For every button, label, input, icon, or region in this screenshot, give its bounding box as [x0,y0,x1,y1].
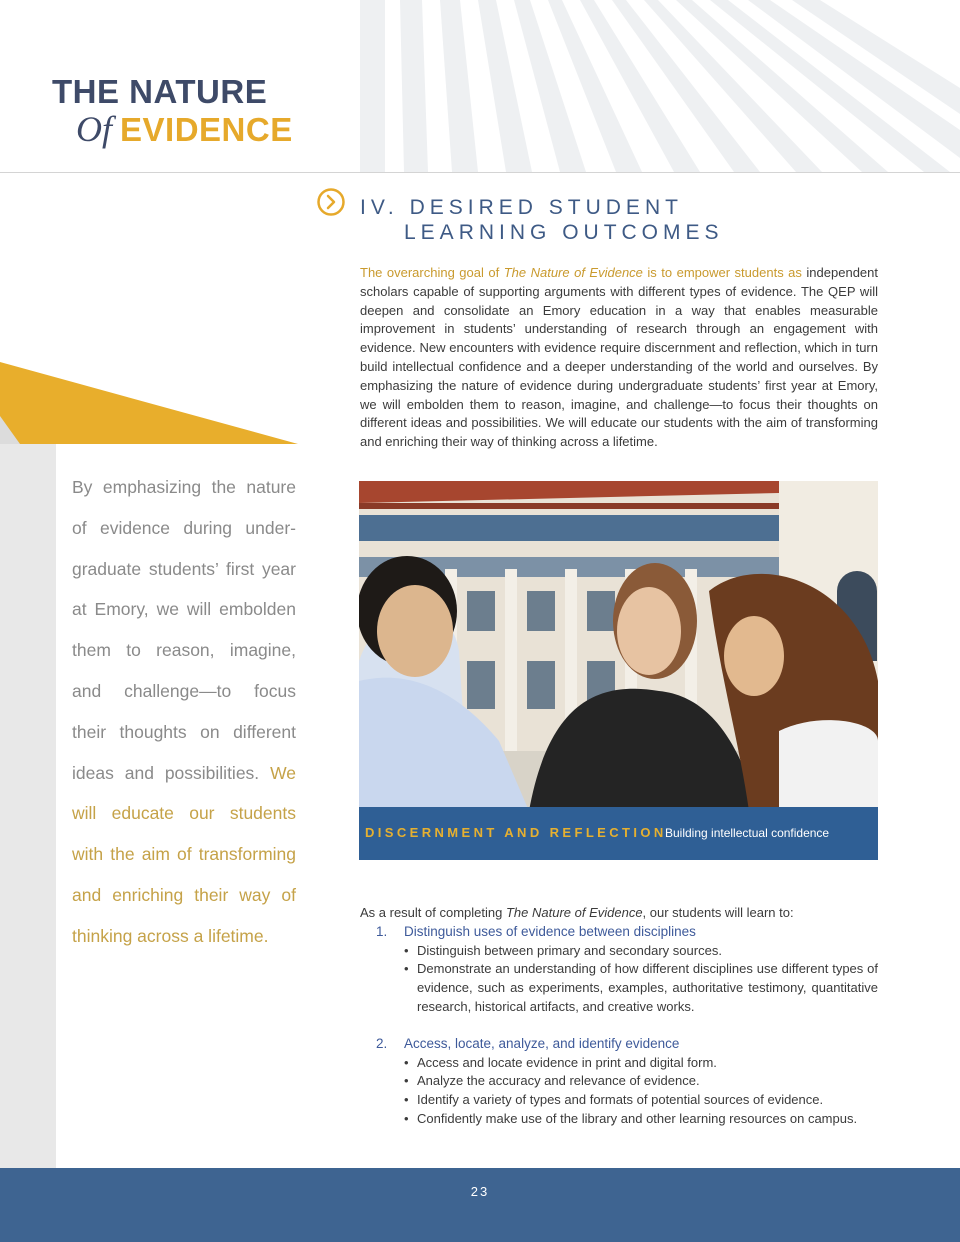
section-title [360,195,724,245]
outcome-bullets [404,942,878,1017]
sidebar-band [0,400,56,1170]
bullet-item: • Confidently make use of the library and other learning resources on campus. [404,1110,878,1129]
section-title-line-1: IV. DESIRED STUDENT [360,196,683,219]
bullet-item: • Distinguish between primary and secondary sources. [404,942,878,961]
footer-band [0,1168,960,1242]
chevron-circle-icon [316,187,346,217]
logo-line-2 [76,110,293,156]
section-title-line-2: LEARNING OUTCOMES [404,221,724,244]
pull-quote-grey: By emphasizing the nature of evidence during undergraduate students’ first year at Emory, we will embolden them to reason, imagine, and challenge—to focus their thoughts on different ideas and possibilities. [72,477,296,783]
outcome-heading-text: Distinguish uses of evidence between disciplines [404,923,696,939]
outcome-item [360,923,878,1017]
outcomes-lead-em: The Nature of Evidence [505,905,643,920]
caption-heading: DISCERNMENT AND REFLECTION [365,825,667,840]
caption-subtitle: Building intellectual confidence [665,826,830,840]
learning-outcomes [360,904,878,1129]
bullet-item: • Analyze the accuracy and relevance of evidence. [404,1072,878,1091]
bullet-item: • Identify a variety of types and formats of potential sources of evidence. [404,1091,878,1110]
outcome-heading [376,923,878,942]
page-number: 23 [470,1184,490,1199]
spacer [360,1017,878,1035]
intro-gold-em: The Nature of Evidence [503,265,643,280]
logo-evidence: EVIDENCE [120,111,293,148]
photo-caption-bar [359,807,878,860]
photo-illustration [359,481,878,860]
intro-gold-a: The overarching goal of [360,265,504,280]
outcome-bullets [404,1054,878,1129]
logo-of: Of [76,109,112,149]
outcomes-lead [360,904,878,923]
outcome-number: 1. [376,923,388,939]
intro-paragraph [360,264,878,452]
pull-quote [72,467,296,957]
header-band [0,0,960,172]
students-photo [359,481,878,860]
bullet-item: • Demonstrate an understanding of how different disciplines use different types of evidence, such as experiments, examples, authoritative testimony, quantitative research, historical artifacts, and creative works. [404,960,878,1016]
gold-wedge [0,358,300,448]
outcome-heading [376,1035,878,1054]
outcome-number: 2. [376,1035,388,1051]
pull-quote-gold: We will educate our students with the aim of transforming and enriching their way of thinking across a lifetime. [72,762,296,946]
outcome-heading-text: Access, locate, analyze, and identify evidence [404,1035,680,1051]
outcome-item [360,1035,878,1129]
intro-gold-b: is to empower students as [642,265,802,280]
intro-body: independent scholars capable of supporting arguments with different types of evidence. The QEP will deepen and consolidate an Emory education in a way that enables measurable improvement in students’ understanding of research through an engagement with evidence. New encounters with evidence require discernment and reflection, which in turn build intellectual confidence and a deeper understanding of the world and ourselves. By emphasizing the nature of evidence during undergraduate students’ first year at Emory, we will embolden them to reason, imagine, and challenge—to focus their thoughts on different ideas and possibilities. We will educate our students with the aim of transforming and enriching their way of thinking across a lifetime. [360,265,878,450]
bullet-item: • Access and locate evidence in print and digital form. [404,1054,878,1073]
outcomes-lead-a: As a result of completing [360,905,506,920]
outcomes-lead-b: , our students will learn to: [642,905,794,920]
header-divider [0,172,960,173]
logo [52,74,293,156]
logo-line-1: THE NATURE [52,73,268,110]
